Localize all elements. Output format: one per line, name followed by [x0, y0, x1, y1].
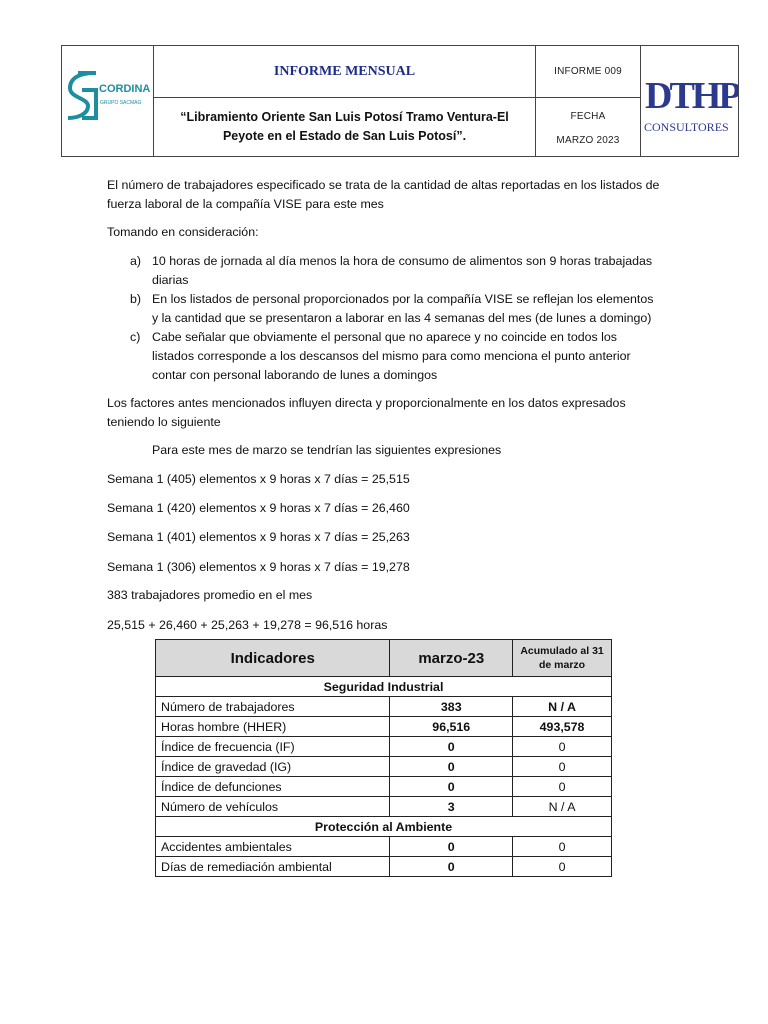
table-row: [156, 857, 612, 877]
row-accumulated: 0: [513, 777, 612, 797]
dthp-name: DTHP: [645, 75, 738, 117]
row-label: Índice de gravedad (IG): [156, 757, 390, 777]
row-month: 0: [390, 777, 513, 797]
table-row: [156, 757, 612, 777]
intro-paragraph: El número de trabajadores especificado se trata de la cantidad de altas reportadas en los listados de fuerza laboral de la compañía VISE para este mes: [107, 178, 660, 211]
date-cell: [536, 98, 641, 156]
sum-line: 25,515 + 26,460 + 25,263 + 19,278 = 96,516 horas: [107, 618, 388, 632]
dthp-sub: CONSULTORES: [644, 120, 729, 134]
row-accumulated: N / A: [513, 797, 612, 817]
row-label: Índice de defunciones: [156, 777, 390, 797]
row-accumulated: 0: [513, 737, 612, 757]
header-accumulated: Acumulado al 31 de marzo: [513, 640, 612, 677]
date-value: MARZO 2023: [556, 135, 620, 146]
row-accumulated: N / A: [513, 697, 612, 717]
intro-block: [107, 176, 667, 214]
list-marker: c): [130, 330, 141, 344]
table-row: [156, 737, 612, 757]
row-month: 0: [390, 857, 513, 877]
list-text: Cabe señalar que obviamente el personal que no aparece y no coincide en todos los listados corresponde a los descansos del mismo para como menciona el punto anterior contar con personal laborando de lunes a domingos: [152, 330, 631, 382]
week-line: Semana 1 (405) elementos x 9 horas x 7 días = 25,515: [107, 472, 410, 486]
list-marker: a): [130, 254, 142, 268]
report-number: INFORME 009: [554, 66, 622, 77]
week-line: Semana 1 (401) elementos x 9 horas x 7 días = 25,263: [107, 530, 410, 544]
cordina-name: CORDINA: [99, 83, 151, 95]
considerations-list: [130, 252, 660, 385]
header-month: marzo-23: [390, 640, 513, 677]
table-row: [156, 697, 612, 717]
table-row: [156, 797, 612, 817]
row-month: 0: [390, 757, 513, 777]
list-marker: b): [130, 292, 142, 306]
section-environment: Protección al Ambiente: [156, 817, 612, 837]
row-month: 96,516: [390, 717, 513, 737]
row-month: 0: [390, 837, 513, 857]
consider-text: Tomando en consideración:: [107, 225, 259, 239]
row-month: 3: [390, 797, 513, 817]
list-item: [130, 252, 660, 290]
date-label: FECHA: [570, 111, 606, 122]
row-accumulated: 0: [513, 837, 612, 857]
row-accumulated: 0: [513, 857, 612, 877]
row-accumulated: 0: [513, 757, 612, 777]
list-text: 10 horas de jornada al día menos la hora de consumo de alimentos son 9 horas trabajadas diarias: [152, 254, 653, 287]
table-header-row: [156, 640, 612, 677]
average-line: 383 trabajadores promedio en el mes: [107, 588, 313, 602]
header-indicators: Indicadores: [156, 640, 390, 677]
factors-block: [107, 394, 667, 432]
report-title: INFORME MENSUAL: [273, 63, 416, 79]
row-label: Horas hombre (HHER): [156, 717, 390, 737]
section-row: [156, 677, 612, 697]
cordina-logo-icon: [62, 46, 154, 156]
subtitle-cell: [154, 98, 536, 156]
report-number-cell: [536, 46, 641, 98]
table-row: [156, 837, 612, 857]
project-subtitle: “Libramiento Oriente San Luis Potosí Tramo Ventura-El Peyote en el Estado de San Luis Potosí”.: [180, 110, 509, 143]
row-label: Número de vehículos: [156, 797, 390, 817]
table-row: [156, 777, 612, 797]
march-intro: Para este mes de marzo se tendrían las siguientes expresiones: [152, 443, 502, 457]
cordina-logo: [62, 46, 154, 156]
section-row: [156, 817, 612, 837]
report-header: [61, 45, 739, 157]
row-accumulated: 493,578: [513, 717, 612, 737]
list-item: [130, 290, 660, 328]
row-month: 0: [390, 737, 513, 757]
title-cell: [154, 46, 536, 98]
row-label: Accidentes ambientales: [156, 837, 390, 857]
row-label: Número de trabajadores: [156, 697, 390, 717]
cordina-sub: GRUPO SACMAG: [100, 100, 142, 106]
indicators-table: [155, 639, 612, 877]
table-row: [156, 717, 612, 737]
dthp-logo-icon: [641, 46, 738, 156]
row-month: 383: [390, 697, 513, 717]
row-label: Índice de frecuencia (IF): [156, 737, 390, 757]
week-line: Semana 1 (306) elementos x 9 horas x 7 días = 19,278: [107, 560, 410, 574]
section-security: Seguridad Industrial: [156, 677, 612, 697]
factors-paragraph: Los factores antes mencionados influyen directa y proporcionalmente en los datos expresados teniendo lo siguiente: [107, 396, 626, 429]
list-text: En los listados de personal proporcionados por la compañía VISE se reflejan los elementos y la cantidad que se presentaron a laborar en las 4 semanas del mes (de lunes a domingo): [152, 292, 654, 325]
dthp-logo: [641, 46, 738, 156]
row-label: Días de remediación ambiental: [156, 857, 390, 877]
list-item: [130, 328, 660, 385]
week-line: Semana 1 (420) elementos x 9 horas x 7 días = 26,460: [107, 501, 410, 515]
